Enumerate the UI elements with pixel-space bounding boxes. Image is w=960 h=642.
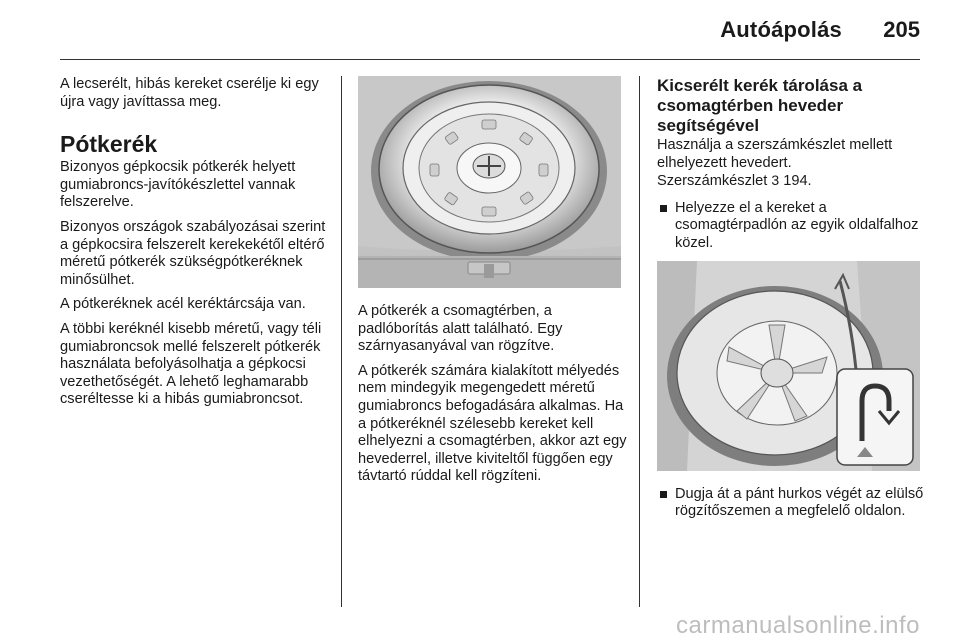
- paragraph: A pótkerék számára kialakított mélyedés nem mindegyik megengedett méretű gumiabroncs befogadására alkalmas. Ha a pótkeréknél szélesebb kereket kell elhelyezni a csomagtérben, akkor azt egy hevederrel, illetve kiviteltől függően egy távtartó rúddal kell rögzíteni.: [358, 362, 627, 485]
- paragraph: [657, 137, 927, 191]
- text-line: Használja a szerszámkészlet mellett elhelyezett hevedert.: [657, 137, 893, 171]
- column-right: [657, 76, 927, 528]
- section-title: Pótkerék: [60, 131, 158, 158]
- bullet-text: Dugja át a pánt hurkos végét az elülső rögzítőszemen a megfelelő oldalon.: [675, 485, 924, 520]
- strap-wheel-figure: [657, 261, 920, 471]
- spare-wheel-well-figure: [358, 76, 621, 288]
- paragraph: A pótkerék a csomagtérben, a padlóborítás alatt található. Egy szárnyasanyával van rögzítve.: [358, 303, 563, 355]
- paragraph: Bizonyos gépkocsik pótkerék helyett gumiabroncs-javítókészlettel vannak felszerelve.: [60, 159, 296, 211]
- paragraph: A pótkeréknek acél keréktárcsája van.: [60, 296, 306, 313]
- header-divider: [60, 59, 920, 60]
- cross-reference-page[interactable]: 194.: [779, 173, 812, 190]
- right-triangle-arrow-icon: 3: [771, 172, 780, 189]
- bullet-square-icon: [660, 205, 667, 212]
- intro-paragraph: A lecserélt, hibás kereket cserélje ki egy újra vagy javíttassa meg.: [60, 76, 319, 110]
- list-item: [657, 486, 927, 521]
- column-left: [60, 76, 330, 416]
- chapter-title: Autóápolás: [720, 17, 842, 42]
- cross-reference-label: Szerszámkészlet: [657, 173, 772, 190]
- bullet-square-icon: [660, 491, 667, 498]
- watermark: carmanualsonline.info: [676, 612, 920, 639]
- column-divider-1: [341, 76, 342, 607]
- paragraph: Bizonyos országok szabályozásai szerint a gépkocsira felszerelt kerekekétől eltérő méretű pótkerék szükségpótkeréknek minősülhet.: [60, 218, 326, 288]
- page-header: [0, 0, 960, 60]
- subheading: Kicserélt kerék tárolása a csomagtérben heveder segítségével: [657, 76, 863, 135]
- column-divider-2: [639, 76, 640, 607]
- bullet-text: Helyezze el a kereket a csomagtérpadlón az egyik oldalfalhoz közel.: [675, 199, 919, 251]
- paragraph: A többi keréknél kisebb méretű, vagy téli gumiabroncsok mellé felszerelt pótkerék használata befolyásolhatja a gépkocsi vezethetőségét. A lehető leghamarabb cseréltesse ki a hibás gumiabroncsot.: [60, 320, 322, 408]
- column-middle: [358, 76, 628, 493]
- list-item: [657, 200, 927, 253]
- page-number: 205: [883, 17, 920, 42]
